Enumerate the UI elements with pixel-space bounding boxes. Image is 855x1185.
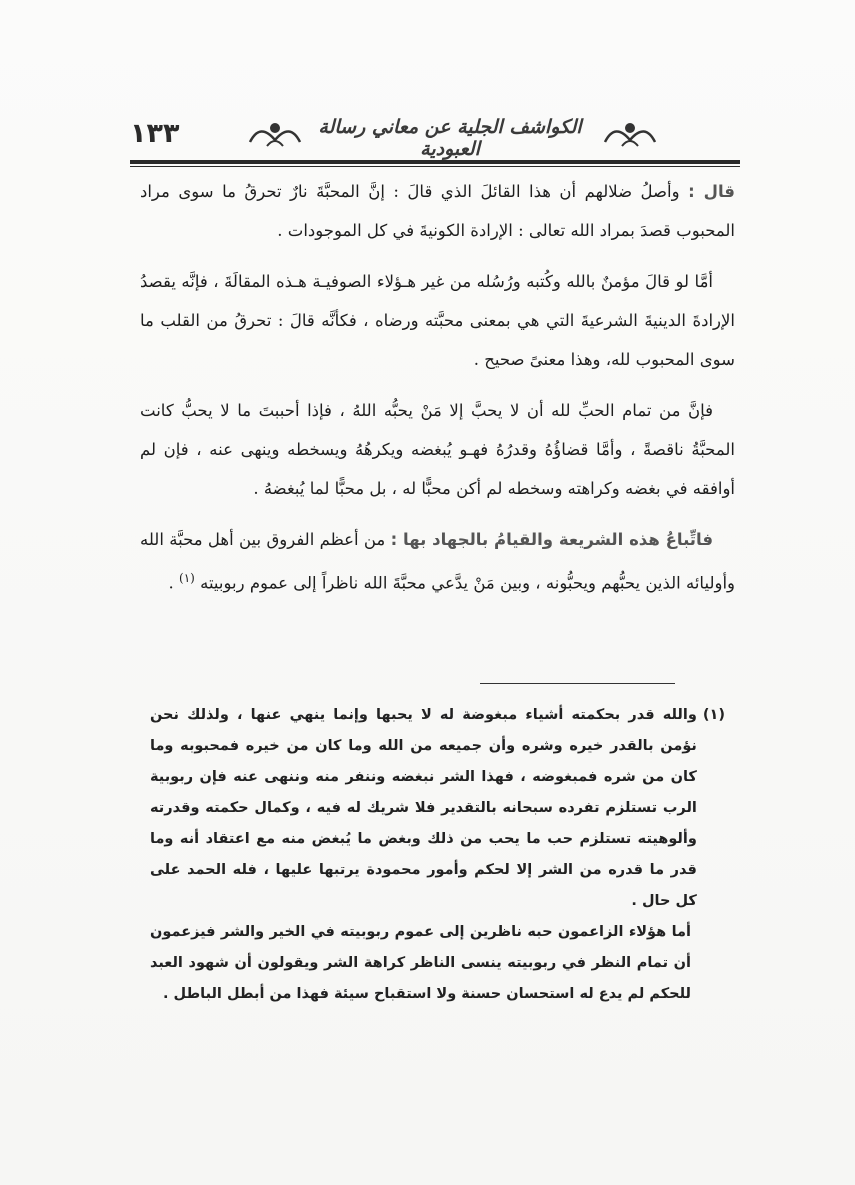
paragraph-4 bbox=[140, 520, 735, 603]
header-rule-thin bbox=[130, 166, 740, 167]
footnote-number: (١) bbox=[702, 707, 725, 723]
running-title: الكواشف الجلية عن معاني رسالة العبودية bbox=[318, 116, 582, 160]
paragraph-3-text: فإنَّ من تمام الحبِّ لله أن لا يحبَّ إلا مَنْ يحبُّه اللهُ ، فإذا أحببتَ ما لا يحبُّ كانت المحبَّةُ ناقصةً ، وأمَّا قضاؤُهُ وقدرُهُ فهـو يُبغضه ويكرهُهُ ويسخطه وينهى عنه ، فإن لم أوافقه في بغضه وكراهته وسخطه لم أكن محبًّا له ، بل محبًّا لما يُبغضهُ . bbox=[140, 401, 735, 498]
page-number: ١٣٣ bbox=[130, 118, 180, 149]
paragraph-2-text: أمَّا لو قالَ مؤمنٌ بالله وكُتبه ورُسُله من غير هـؤلاء الصوفيـة هـذه المقالَةَ ، فإنَّه يقصدُ الإرادةَ الدينيةَ الشرعيةَ التي هي بمعنى محبَّته ورضاه ، فكأنَّه قالَ : تحرقُ من القلب ما سوى المحبوب لله، وهذا معنىً صحيح . bbox=[140, 272, 735, 369]
paragraph-4-end: . bbox=[168, 573, 174, 593]
ornament-left-icon bbox=[245, 112, 305, 152]
ornament-right-icon bbox=[600, 112, 660, 152]
page-header bbox=[130, 112, 740, 160]
footnote-separator bbox=[480, 683, 675, 684]
paragraph-1-lead: قال : bbox=[688, 182, 735, 201]
main-text bbox=[140, 172, 735, 615]
paragraph-4-lead: فاتِّباعُ هذه الشريعة والقيامُ بالجهاد بها : bbox=[390, 530, 714, 549]
paragraph-2 bbox=[140, 262, 735, 379]
footnote-paragraph-1: والله قدر بحكمته أشياء مبغوضة له لا يحبها وإنما ينهي عنها ، ولذلك نحن نؤمن بالقدر خيره وشره وأن جميعه من الله وما كان من خيره فمحبوبه وما كان من شره فمبغوضه ، فهذا الشر نبغضه وننفر منه وننهى عنه فإن ربوبية الرب تستلزم تفرده سبحانه بالتقدير فلا شريك له فيه ، وكمال حكمته وقدرته وألوهيته تستلزم حب ما يحب من ذلك وبغض ما يُبغض منه مع اعتقاد أنه وما قدر ما قدره من الشر إلا لحكم وأمور محمودة يرتبها عليها ، فله الحمد على كل حال . bbox=[150, 707, 697, 909]
paragraph-1 bbox=[140, 172, 735, 250]
footnote-item bbox=[150, 700, 725, 917]
paragraph-4-text: من أعظم الفروق بين أهل محبَّة الله وأوليائه الذين يحبُّهم ويحبُّونه ، وبين مَنْ يدَّعي محبَّةَ الله ناظراً إلى عموم ربوبيته bbox=[140, 530, 735, 593]
footnote bbox=[150, 700, 725, 1010]
footnote-reference: (١) bbox=[179, 571, 195, 585]
paragraph-3 bbox=[140, 391, 735, 508]
header-rule bbox=[130, 160, 740, 164]
footnote-paragraph-2: أما هؤلاء الزاعمون حبه ناظرين إلى عموم ربوبيته في الخير والشر فيزعمون أن تمام النظر في ربوبيته ينسى الناظر كراهة الشر ويقولون أن شهود العبد للحكم لم يدع له استحسان حسنة ولا استقباح سيئة فهذا من أبطل الباطل . bbox=[150, 924, 691, 1002]
paragraph-1-text: وأصلُ ضلالهم أن هذا القائلَ الذي قالَ : إنَّ المحبَّةَ نارٌ تحرقُ ما سوى مراد المحبوب قصدَ بمراد الله تعالى : الإرادة الكونيةَ في كل الموجودات . bbox=[140, 182, 735, 240]
